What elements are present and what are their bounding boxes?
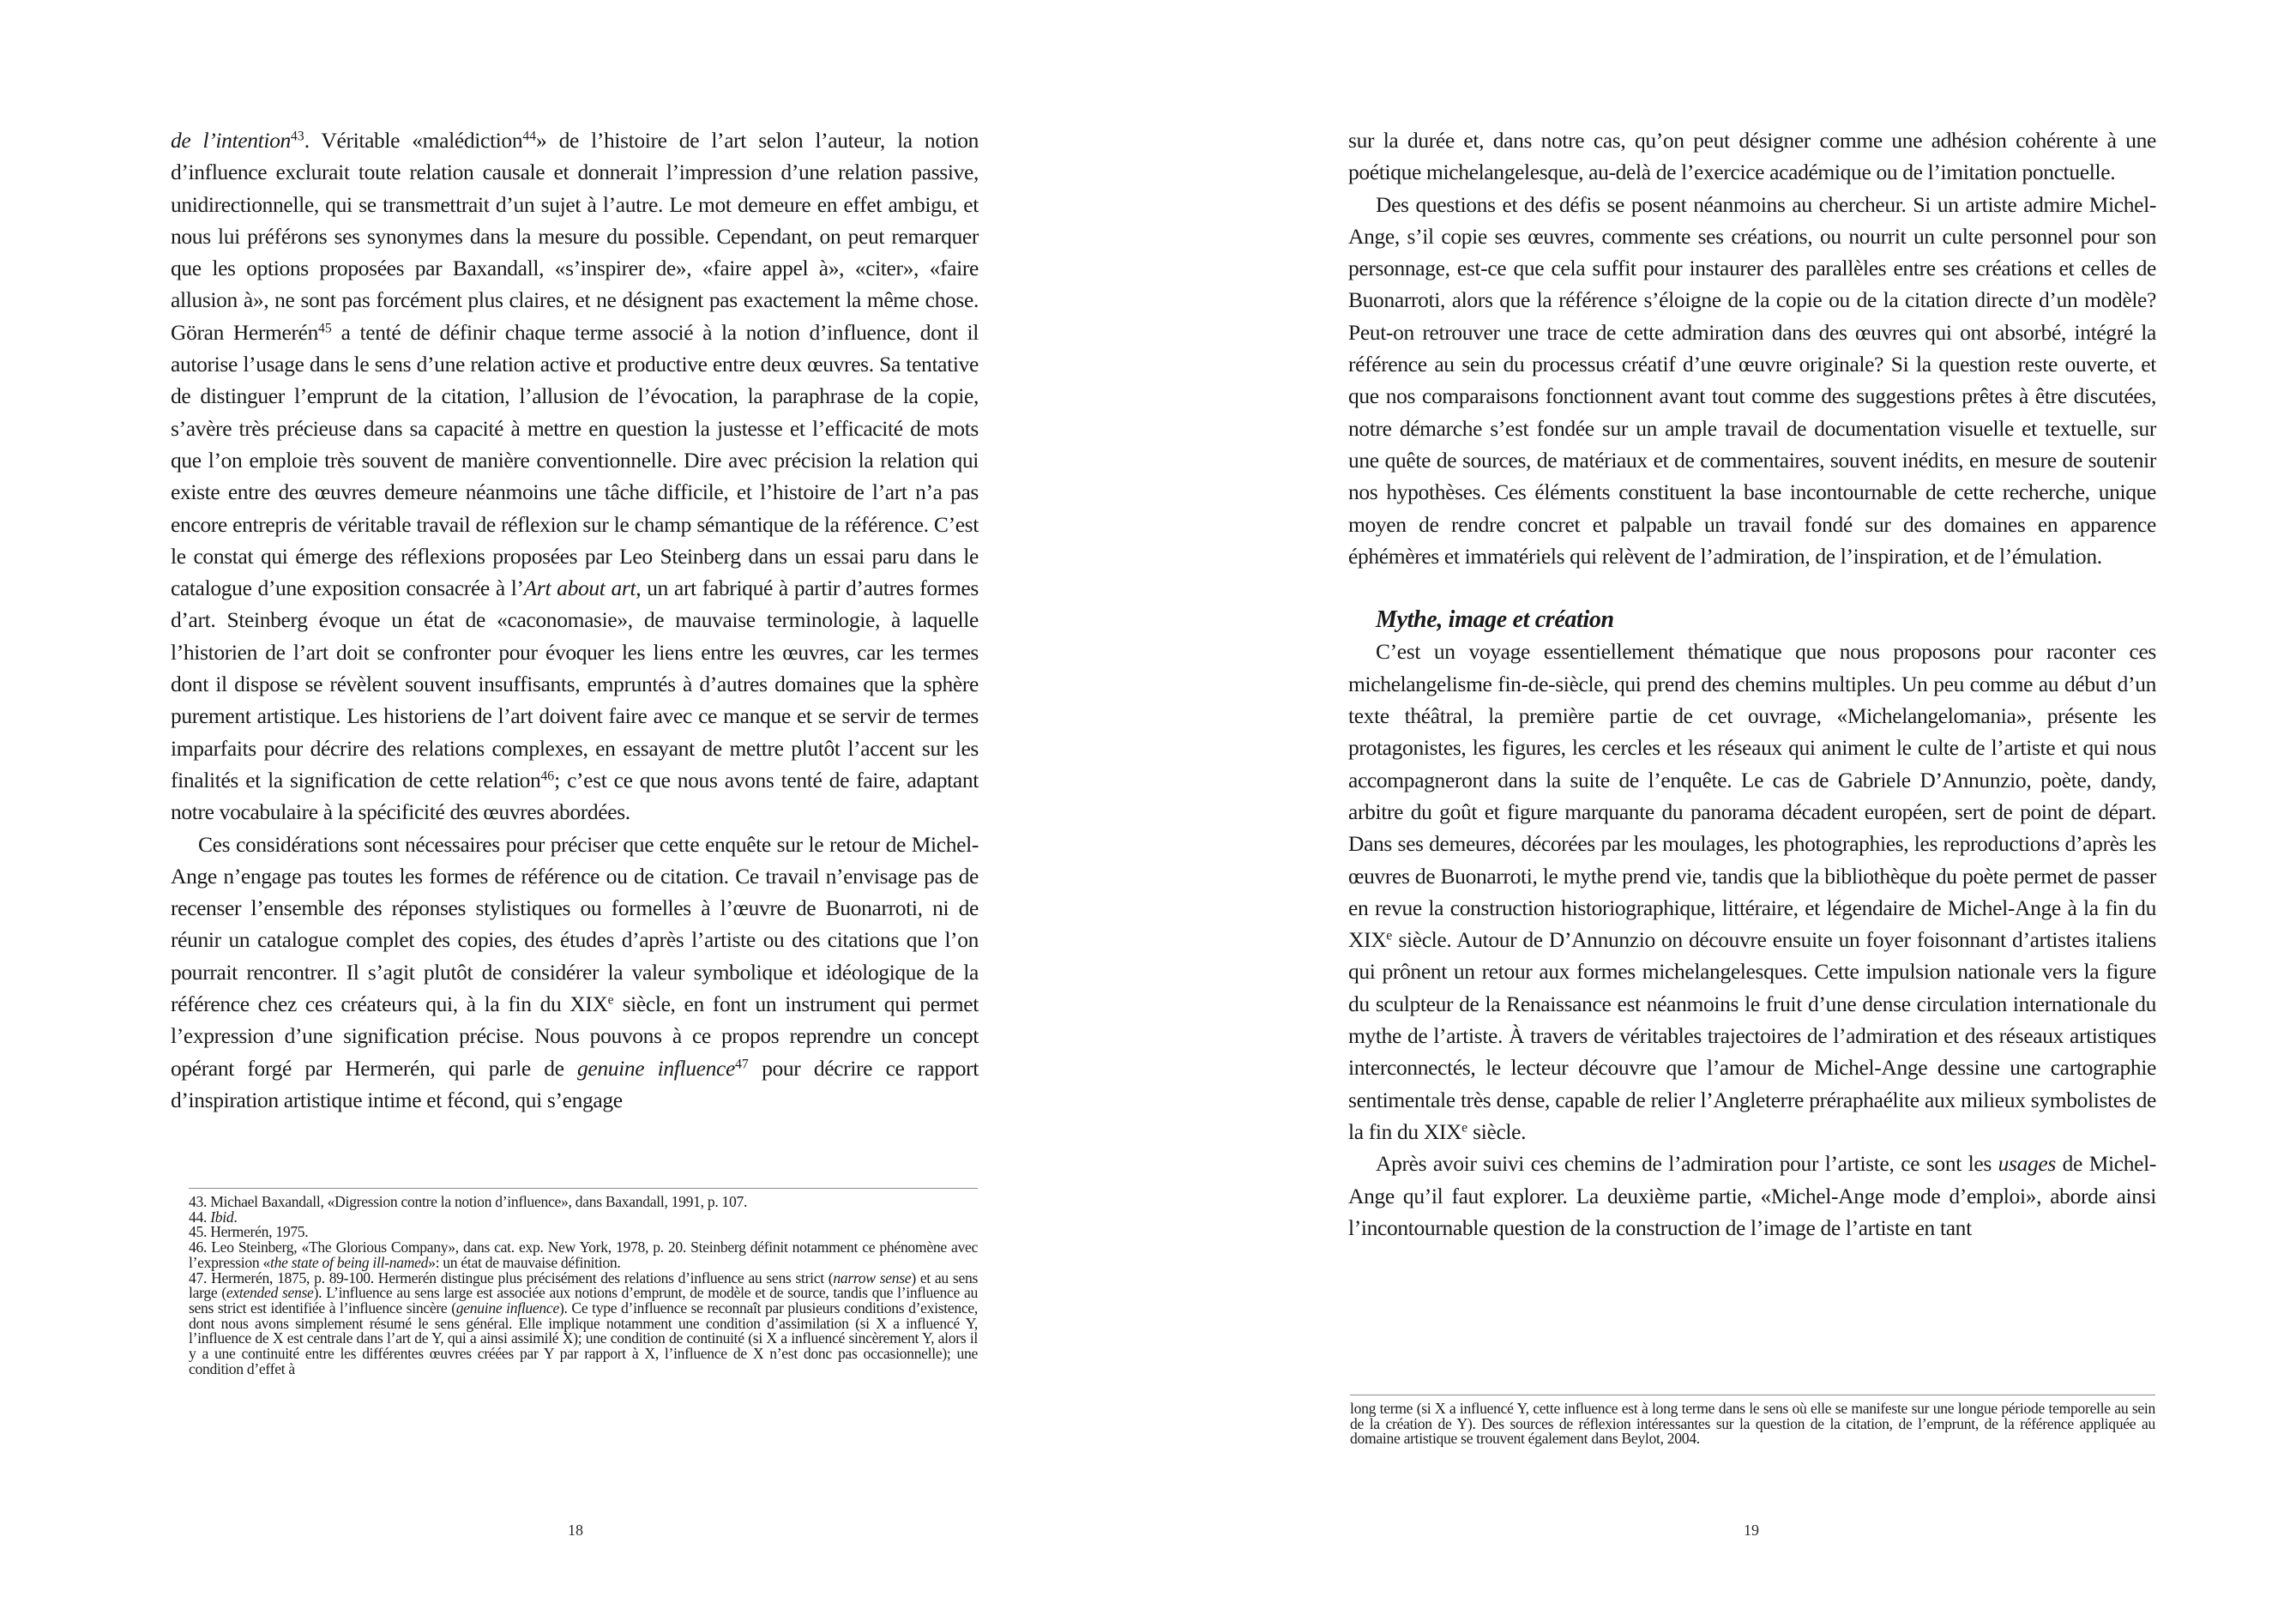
text-run: C’est un voyage essentiellement thématique que nous proposons pour raconter ces michelangelisme fin-de-siècle, qui prend des chemins multiples. Un peu comme au début d’un texte théâtral, la première partie de cet ouvrage, «Michelangelomania», présente les protagonistes, les figures, les cercles et les réseaux qui animent le culte de l’artiste et qui nous accompagneront dans la suite de l’enquête. Le cas de Gabriele D’Annunzio, poète, dandy, arbitre du goût et figure marquante du panorama décadent européen, sert de point de départ. Dans ses demeures, décorées par les moulages, les photographies, les reproductions d’après les œuvres de Buonarroti, le mythe prend vie, tandis que la bibliothèque du poète permet de passer en revue la construction historiographique, littéraire, et légendaire de Michel-Ange à la fin du XIX bbox=[1348, 639, 2156, 953]
text-run: Après avoir suivi ces chemins de l’admiration pour l’artiste, ce sont les bbox=[1376, 1151, 1998, 1177]
italic-text: de l’intention bbox=[171, 128, 291, 153]
left-main-text bbox=[171, 124, 979, 1116]
italic-text: extended sense bbox=[226, 1284, 314, 1302]
text-run: 47. Hermerén, 1875, p. 89-100. Hermerén distingue plus précisément des relations d’influence au sens strict ( bbox=[189, 1268, 834, 1287]
text-run: » de l’histoire de l’art selon l’auteur, la notion d’influence exclurait toute relation causale et donnerait l’impression d’une relation passive, unidirectionnelle, qui se transmettrait d’un sujet à l’autre. Le mot demeure en effet ambigu, et nous lui préférons ses synonymes dans la mesure du possible. Cependant, on peut remarquer que les options proposées par Baxandall, «s’inspirer de», «faire appel à», «citer», «faire allusion à», ne sont pas forcément plus claires, et ne désignent pas exactement la même chose. Göran Hermerén bbox=[171, 128, 979, 345]
text-run: 44. bbox=[189, 1208, 211, 1226]
right-page-number: 19 bbox=[1744, 1522, 1759, 1539]
text-run: 46. Leo Steinberg, «The Glorious Company», dans cat. exp. New York, 1978, p. 20. Steinberg définit notamment ce phénomène avec l’expression « bbox=[189, 1238, 978, 1271]
text-run: de Michel-Ange qu’il faut explorer. La deuxième partie, «Michel-Ange mode d’emploi», aborde ainsi l’incontournable question de la construction de l’image de l’artiste en tant bbox=[1348, 1151, 2156, 1240]
left-page-number: 18 bbox=[568, 1522, 583, 1539]
text-run: 45. Hermerén, 1975. bbox=[189, 1223, 309, 1241]
footnote bbox=[189, 1268, 979, 1377]
right-page bbox=[1148, 0, 2296, 1621]
text-run: ). Ce type d’influence se reconnaît par plusieurs conditions d’existence, dont nous avons simplement résumé le sens général. Elle implique notamment une condition d’assimilation (si X a influencé Y, l’influence de X est centrale dans l’art de Y, qui a ainsi assimilé X); une condition de continuité (si X a influencé sincèrement Y, alors il y a une continuité entre les différentes œuvres créées par Y par rapport à X, l’influence de X n’est donc pas occasionnelle); une condition d’effet à bbox=[189, 1299, 978, 1377]
footnote-reference: e bbox=[607, 992, 614, 1008]
text-run: siècle, en font un instrument qui permet l’expression d’une signification précise. Nous pouvons à ce propos reprendre un concept opérant forgé par Hermerén, qui parle de bbox=[171, 991, 979, 1081]
paragraph bbox=[171, 829, 979, 1117]
paragraph bbox=[1348, 124, 2156, 189]
text-run: ) et au sens large ( bbox=[189, 1268, 979, 1302]
text-run: sur la durée et, dans notre cas, qu’on peut désigner comme une adhésion cohérente à une poétique michelangelesque, au-delà de l’exercice académique ou de l’imitation ponctuelle. bbox=[1348, 128, 2156, 185]
right-paragraphs-before-heading bbox=[1348, 124, 2156, 572]
italic-text: usages bbox=[1998, 1151, 2056, 1177]
footnote-reference: e bbox=[1461, 1120, 1468, 1136]
text-run: siècle. Autour de D’Annunzio on découvre ensuite un foyer foisonnant d’artistes italiens qui prônent un retour aux formes michelangelesques. Cette impulsion nationale vers la figure du sculpteur de la Renaissance est néanmoins le fruit d’une dense circulation internationale du mythe de l’artiste. À travers de véritables trajectoires de l’admiration et des réseaux artistiques interconnectés, le lecteur découvre que l’amour de Michel-Ange dessine une cartographie sentimentale très dense, capable de relier l’Angleterre préraphaélite aux milieux symbolistes de la fin du XIX bbox=[1348, 927, 2156, 1144]
section-heading: Mythe, image et création bbox=[1376, 606, 1614, 634]
paragraph bbox=[1348, 189, 2156, 573]
text-run: »: un état de mauvaise définition. bbox=[428, 1253, 621, 1271]
text-run: long terme (si X a influencé Y, cette influence est à long terme dans le sens où elle se manifeste sur une longue période temporelle au sein de la création de Y). Des sources de réflexion intéressantes sur la question de la citation, de l’emprunt, de la référence appliquée au domaine artistique se trouvent également dans Beylot, 2004. bbox=[1350, 1400, 2155, 1448]
paragraph bbox=[171, 124, 979, 829]
footnote-reference: 47 bbox=[734, 1056, 749, 1071]
text-run: . Véritable «malédiction bbox=[304, 128, 523, 153]
footnote bbox=[189, 1195, 978, 1210]
text-run: ; c’est ce que nous avons tenté de faire, adaptant notre vocabulaire à la spécificité des œuvres abordées. bbox=[171, 767, 979, 825]
italic-text: narrow sense bbox=[833, 1268, 912, 1287]
text-run: siècle. bbox=[1467, 1118, 1527, 1144]
italic-text: genuine influence bbox=[576, 1055, 735, 1081]
footnote bbox=[1350, 1401, 2155, 1447]
footnote-reference: e bbox=[1386, 928, 1393, 943]
right-paragraphs-after-heading bbox=[1348, 636, 2156, 1244]
footnote-reference: 45 bbox=[318, 321, 332, 336]
paragraph bbox=[1348, 636, 2156, 1148]
text-run: a tenté de définir chaque terme associé à la notion d’influence, dont il autorise l’usage dans le sens d’une relation active et productive entre deux œuvres. Sa tentative de distinguer l’emprunt de la citation, l’allusion de l’évocation, la paraphrase de la copie, s’avère très précieuse dans sa capacité à mettre en question la justesse et l’efficacité de mots que l’on emploie très souvent de manière conventionnelle. Dire avec précision la relation qui existe entre des œuvres demeure néanmoins une tâche difficile, et l’histoire de l’art n’a pas encore entrepris de véritable travail de réflexion sur le champ sémantique de la référence. C’est le constat qui émerge des réflexions proposées par Leo Steinberg dans un essai paru dans le catalogue d’une exposition consacrée à l’ bbox=[171, 319, 979, 601]
left-footnotes bbox=[189, 1195, 978, 1377]
text-run: Ces considérations sont nécessaires pour préciser que cette enquête sur le retour de Michel-Ange n’engage pas toutes les formes de référence ou de citation. Ce travail n’envisage pas de recenser l’ensemble des réponses stylistiques ou formelles à l’œuvre de Buonarroti, ni de réunir un catalogue complet des copies, des études d’après l’artiste ou des citations que l’on pourrait rencontrer. Il s’agit plutôt de considérer la valeur symbolique et idéologique de la référence chez ces créateurs qui, à la fin du XIX bbox=[171, 831, 979, 1017]
footnote-reference: 46 bbox=[540, 768, 555, 784]
right-footnotes bbox=[1350, 1401, 2155, 1447]
left-footnote-rule bbox=[189, 1188, 978, 1189]
italic-text: Art about art bbox=[523, 575, 636, 601]
footnote-reference: 44 bbox=[522, 129, 537, 144]
right-main-text bbox=[1348, 124, 2156, 1244]
text-run: . bbox=[233, 1208, 238, 1226]
paragraph bbox=[1348, 1148, 2156, 1244]
footnote bbox=[189, 1240, 978, 1270]
italic-text: Ibid bbox=[210, 1208, 234, 1226]
text-run: , un art fabriqué à partir d’autres formes d’art. Steinberg évoque un état de «caconomasie», de mauvaise terminologie, à laquelle l’historien de l’art doit se confronter pour évoquer les liens entre les œuvres, car les termes dont il dispose se révèlent souvent insuffisants, empruntés à d’autres domaines que la sphère purement artistique. Les historiens de l’art doivent faire avec ce manque et se servir de termes imparfaits pour décrire des relations complexes, en essayant de mettre plutôt l’accent sur les finalités et la signification de cette relation bbox=[171, 575, 979, 792]
text-run: Des questions et des défis se posent néanmoins au chercheur. Si un artiste admire Michel-Ange, s’il copie ses œuvres, commente ses créations, ou nourrit un culte personnel pour son personnage, est-ce que cela suffit pour instaurer des parallèles entre ses créations et celles de Buonarroti, alors que la référence s’éloigne de la copie ou de la citation directe d’un modèle? Peut-on retrouver une trace de cette admiration dans des œuvres qui ont absorbé, intégré la référence au sein du processus créatif d’une œuvre originale? Si la question reste ouverte, et que nos comparaisons fonctionnent avant tout comme des suggestions prêtes à être discutées, notre démarche s’est fondée sur un ample travail de documentation visuelle et textuelle, sur une quête de sources, de matériaux et de commentaires, souvent inédits, en mesure de soutenir nos hypothèses. Ces éléments constituent la base incontournable de cette recherche, unique moyen de rendre concret et palpable un travail fondé sur des domaines en apparence éphémères et immatériels qui relèvent de l’admiration, de l’inspiration, et de l’émulation. bbox=[1348, 191, 2156, 569]
italic-text: the state of being ill-named bbox=[270, 1253, 429, 1271]
italic-text: genuine influence bbox=[455, 1299, 559, 1317]
text-run: pour décrire ce rapport d’inspiration artistique intime et fécond, qui s’engage bbox=[171, 1055, 979, 1112]
left-paragraphs bbox=[171, 124, 979, 1116]
footnote-reference: 43 bbox=[290, 129, 304, 144]
text-run: ). L’influence au sens large est associée aux notions d’emprunt, de modèle et de source, tandis que l’influence au sens strict est identifiée à l’influence sincère ( bbox=[189, 1284, 978, 1317]
text-run: 43. Michael Baxandall, «Digression contre la notion d’influence», dans Baxandall, 1991, p. 107. bbox=[189, 1193, 748, 1210]
